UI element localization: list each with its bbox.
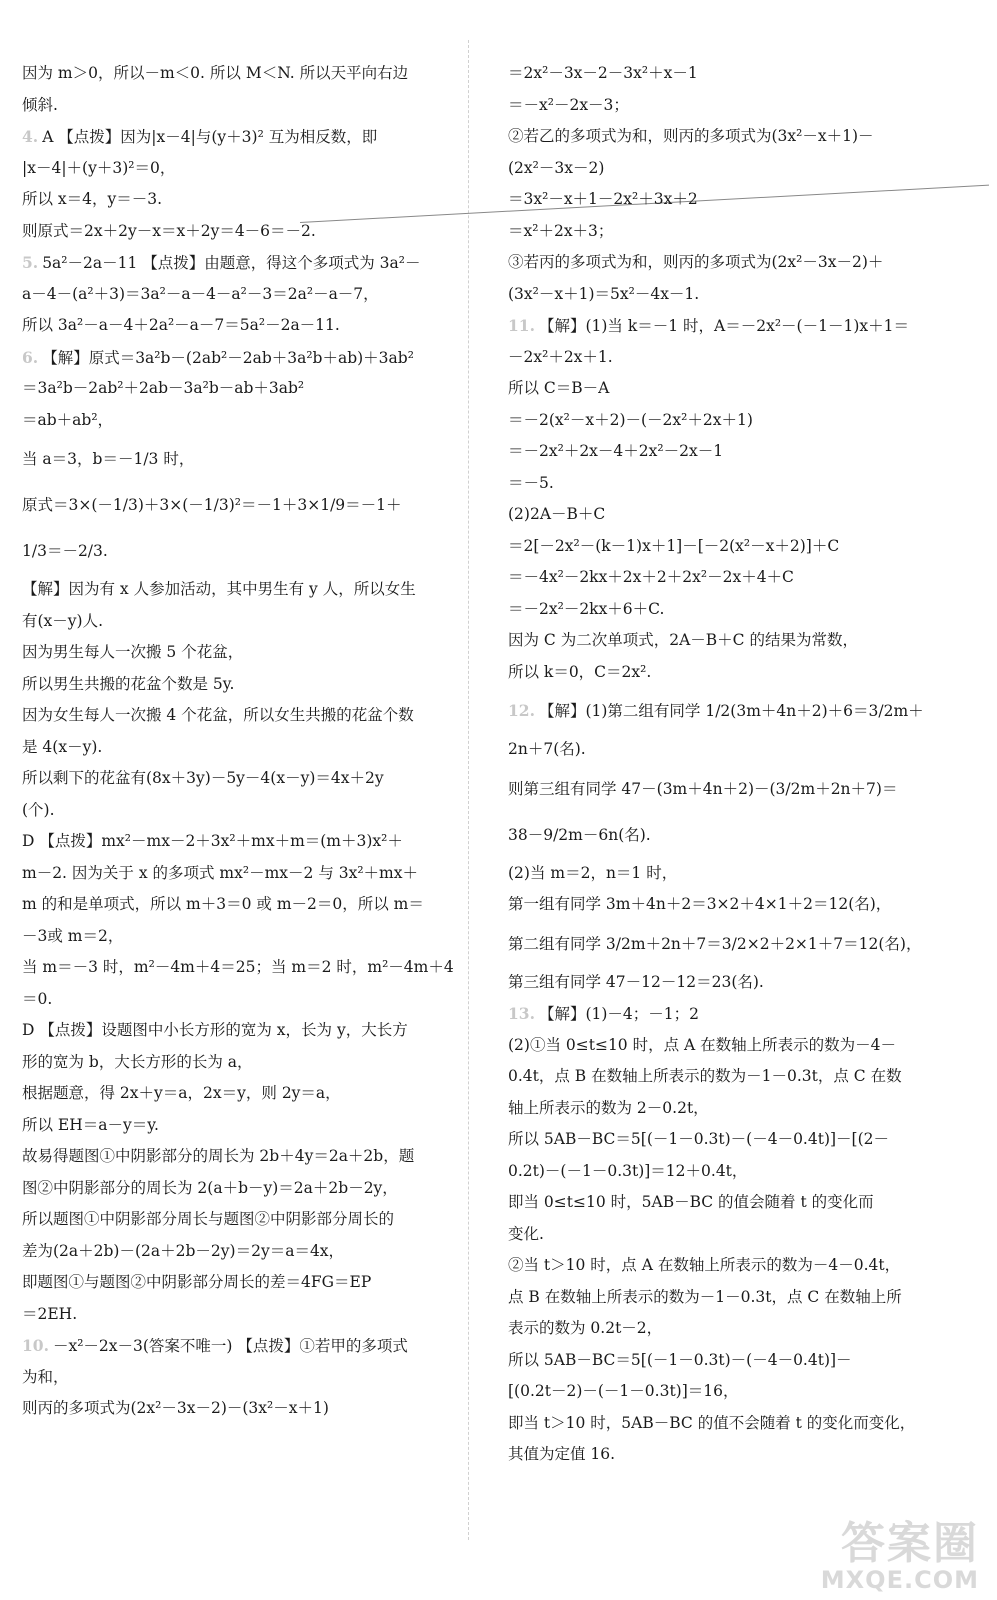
text-line (508, 1439, 968, 1471)
line-text: (2x²－3x－2) (508, 158, 605, 177)
line-text: 所以 x＝4，y＝－3. (22, 190, 163, 208)
text-line (508, 121, 968, 153)
text-line (22, 1110, 457, 1142)
line-text: 0.4t，点 B 在数轴上所表示的数为－1－0.3t，点 C 在数 (508, 1067, 902, 1085)
text-line (22, 121, 457, 153)
text-line (508, 531, 968, 563)
line-text: m 的和是单项式，所以 m＋3＝0 或 m－2＝0，所以 m＝ (22, 895, 424, 913)
text-line (22, 763, 457, 795)
line-text: D 【点拨】设题图中小长方形的宽为 x，长为 y，大长方 (22, 1021, 408, 1039)
text-line (508, 625, 968, 657)
text-line (22, 90, 457, 122)
line-text: [(0.2t－2)－(－1－0.3t)]＝16， (508, 1382, 739, 1400)
question-number: 6. (22, 347, 39, 367)
line-text: 0.2t)－(－1－0.3t)]＝12＋0.4t， (508, 1161, 748, 1180)
text-line (508, 1408, 968, 1440)
text-line (22, 1173, 457, 1205)
question-number: 5. (22, 253, 39, 272)
text-line (508, 247, 968, 279)
text-line (22, 826, 457, 858)
text-line (508, 889, 968, 921)
text-line (508, 216, 968, 248)
line-text: 则丙的多项式为(2x²－3x－2)－(3x²－x＋1) (22, 1399, 329, 1417)
text-line (22, 1362, 457, 1394)
line-text: 轴上所表示的数为 2－0.2t， (508, 1098, 709, 1117)
text-line (508, 1219, 968, 1251)
text-line (22, 795, 457, 827)
text-line (508, 310, 968, 342)
line-text: 因为男生每人一次搬 5 个花盆， (22, 643, 244, 661)
line-text: 所以 5AB－BC＝5[(－1－0.3t)－(－4－0.4t)]－[(2－ (508, 1130, 889, 1148)
line-text: 是 4(x－y). (22, 737, 103, 756)
line-text: 1/3＝－2/3. (22, 542, 108, 560)
text-line (22, 405, 457, 437)
text-line (22, 1393, 457, 1425)
line-text: A 【点拨】因为|x－4|与(y＋3)² 互为相反数，即 (42, 128, 378, 146)
line-text: ＝3x²－x＋1－2x²＋3x＋2 (508, 190, 698, 208)
text-line (508, 998, 968, 1030)
text-line (508, 499, 968, 531)
line-text: 当 m＝－3 时，m²－4m＋4＝25；当 m＝2 时，m²－4m＋4 (22, 958, 454, 976)
line-text: ＝2EH. (22, 1304, 78, 1323)
line-text: 即当 t＞10 时，5AB－BC 的值不会随着 t 的变化而变化， (508, 1413, 916, 1432)
line-text: 为和， (22, 1367, 69, 1386)
text-line (22, 528, 457, 574)
text-line (22, 1047, 457, 1079)
text-line (508, 734, 968, 766)
right-column (508, 58, 968, 1471)
text-line (22, 606, 457, 638)
text-line (508, 1313, 968, 1345)
line-text: 变化. (508, 1224, 544, 1243)
line-text: ③若丙的多项式为和，则丙的多项式为(2x²－3x－2)＋ (508, 253, 884, 271)
line-text: |x－4|＋(y＋3)²＝0， (22, 158, 176, 177)
text-line (508, 562, 968, 594)
line-text: 点 B 在数轴上所表示的数为－1－0.3t，点 C 在数轴上所 (508, 1287, 902, 1306)
line-text: (个). (22, 800, 55, 819)
line-text: 当 a＝3，b＝－1/3 时， (22, 450, 195, 468)
line-text: (2)当 m＝2，n＝1 时， (508, 863, 678, 882)
line-text: 【解】原式＝3a²b－(2ab²－2ab＋3a²b＋ab)＋3ab² (42, 348, 414, 367)
text-line (508, 468, 968, 500)
text-line (22, 858, 457, 890)
text-line (22, 732, 457, 764)
text-line (508, 1124, 968, 1156)
line-text: 第一组有同学 3m＋4n＋2＝3×2＋4×1＋2＝12(名)， (508, 895, 892, 913)
watermark-site: MXQE.COM (820, 1566, 979, 1594)
line-text: 形的宽为 b，大长方形的长为 a， (22, 1052, 253, 1071)
line-text: 38－9/2m－6n(名). (508, 825, 651, 844)
line-text: (3x²－x＋1)＝5x²－4x－1. (508, 284, 700, 303)
line-text: 原式＝3×(－1/3)＋3×(－1/3)²＝－1＋3×1/9＝－1＋ (22, 496, 402, 514)
line-text: 所以题图①中阴影部分周长与题图②中阴影部分周长的 (22, 1210, 395, 1228)
text-line (22, 574, 457, 606)
line-text: ＝2x²－3x－2－3x²＋x－1 (508, 64, 698, 82)
line-text: 其值为定值 16. (508, 1445, 616, 1463)
text-line (508, 812, 968, 858)
text-line (22, 637, 457, 669)
line-text: ＝－5. (508, 473, 554, 492)
text-line (22, 1330, 457, 1362)
line-text: ②若乙的多项式为和，则丙的多项式为(3x²－x＋1)－ (508, 127, 874, 145)
text-line (22, 1267, 457, 1299)
line-text: D 【点拨】mx²－mx－2＋3x²＋mx＋m＝(m＋3)x²＋ (22, 832, 403, 850)
line-text: 即当 0≤t≤10 时，5AB－BC 的值会随着 t 的变化而 (508, 1193, 874, 1211)
text-line (508, 766, 968, 812)
line-text: 【解】(1)当 k＝－1 时，A＝－2x²－(－1－1)x＋1＝ (538, 317, 909, 335)
text-line (508, 921, 968, 967)
text-line (508, 1345, 968, 1377)
text-line (22, 436, 457, 482)
text-line (22, 373, 457, 405)
text-line (22, 216, 457, 248)
text-line (508, 58, 968, 90)
line-text: －x²－2x－3(答案不唯一) 【点拨】①若甲的多项式 (52, 1337, 408, 1355)
line-text: ＝x²＋2x＋3； (508, 221, 614, 240)
question-number: 10. (22, 1336, 49, 1355)
line-text: 因为女生每人一次搬 4 个花盆，所以女生共搬的花盆个数 (22, 706, 414, 724)
text-line (22, 342, 457, 374)
line-text: －2x²＋2x＋1. (508, 347, 613, 366)
line-text: 2n＋7(名). (508, 740, 586, 758)
text-line (508, 967, 968, 999)
line-text: 所以男生共搬的花盆个数是 5y. (22, 674, 235, 693)
line-text: 图②中阴影部分的周长为 2(a＋b－y)＝2a＋2b－2y， (22, 1178, 398, 1197)
line-text: 所以 k＝0，C＝2x². (508, 662, 652, 681)
line-text: m－2. 因为关于 x 的多项式 mx²－mx－2 与 3x²＋mx＋ (22, 863, 419, 882)
text-line (22, 669, 457, 701)
text-line (22, 153, 457, 185)
line-text: ＝－4x²－2kx＋2x＋2＋2x²－2x＋4＋C (508, 568, 794, 586)
line-text: 差为(2a＋2b)－(2a＋2b－2y)＝2y＝a＝4x， (22, 1241, 345, 1260)
text-line (508, 1250, 968, 1282)
line-text: 第二组有同学 3/2m＋2n＋7＝3/2×2＋2×1＋7＝12(名)， (508, 934, 922, 953)
text-line (508, 436, 968, 468)
text-line (508, 1282, 968, 1314)
line-text: ②当 t＞10 时，点 A 在数轴上所表示的数为－4－0.4t， (508, 1256, 901, 1274)
text-line (22, 310, 457, 342)
line-text: a－4－(a²＋3)＝3a²－a－4－a²－3＝2a²－a－7， (22, 284, 379, 303)
line-text: 5a²－2a－11 【点拨】由题意，得这个多项式为 3a²－ (42, 254, 421, 272)
line-text: 故易得题图①中阴影部分的周长为 2b＋4y＝2a＋2b，题 (22, 1147, 415, 1165)
line-text: ＝2[－2x²－(k－1)x＋1]－[－2(x²－x＋2)]＋C (508, 536, 840, 555)
text-line (508, 688, 968, 734)
line-text: ＝－2x²＋2x－4＋2x²－2x－1 (508, 442, 724, 460)
line-text: 因为 m＞0，所以－m＜0. 所以 M＜N. 所以天平向右边 (22, 64, 409, 82)
line-text: 【解】因为有 x 人参加活动，其中男生有 y 人，所以女生 (22, 580, 416, 598)
text-line (22, 1236, 457, 1268)
text-line (508, 657, 968, 689)
text-line (22, 58, 457, 90)
line-text: 所以 C＝B－A (508, 379, 610, 397)
text-line (508, 342, 968, 374)
text-line (508, 594, 968, 626)
text-line (22, 889, 457, 921)
line-text: 【解】(1)第二组有同学 1/2(3m＋4n＋2)＋6＝3/2m＋ (538, 702, 924, 720)
text-line (508, 1093, 968, 1125)
line-text: ＝－x²－2x－3； (508, 95, 629, 114)
line-text: ＝－2(x²－x＋2)－(－2x²＋2x＋1) (508, 410, 753, 429)
line-text: 【解】(1)－4；－1；2 (538, 1005, 700, 1023)
line-text: ＝－2x²－2kx＋6＋C. (508, 599, 665, 618)
text-line (22, 1204, 457, 1236)
line-text: 则原式＝2x＋2y－x＝x＋2y＝4－6＝－2. (22, 221, 316, 240)
text-line (508, 1187, 968, 1219)
text-line (508, 1061, 968, 1093)
text-line (508, 1376, 968, 1408)
text-line (508, 373, 968, 405)
line-text: ＝ab＋ab²， (22, 410, 114, 429)
text-line (22, 482, 457, 528)
text-line (508, 1030, 968, 1062)
question-number: 12. (508, 701, 535, 720)
text-line (22, 1015, 457, 1047)
text-line (22, 279, 457, 311)
text-line (22, 247, 457, 279)
text-line (22, 1299, 457, 1331)
line-text: 表示的数为 0.2t－2， (508, 1319, 663, 1337)
line-text: 所以 3a²－a－4＋2a²－a－7＝5a²－2a－11. (22, 316, 340, 334)
column-divider (468, 40, 469, 1540)
line-text: 倾斜. (22, 95, 58, 114)
question-number: 4. (22, 127, 39, 146)
watermark-logo: 答案圈 (841, 1518, 979, 1569)
text-line (22, 952, 457, 984)
line-text: 根据题意，得 2x＋y＝a，2x＝y，则 2y＝a， (22, 1084, 341, 1102)
line-text: 第三组有同学 47－12－12＝23(名). (508, 972, 764, 991)
text-line (22, 184, 457, 216)
line-text: 所以 EH＝a－y＝y. (22, 1115, 159, 1134)
line-text: (2)①当 0≤t≤10 时，点 A 在数轴上所表示的数为－4－ (508, 1035, 897, 1054)
question-number: 11. (508, 316, 535, 335)
text-line (508, 1156, 968, 1188)
text-line (22, 984, 457, 1016)
text-line (22, 700, 457, 732)
question-number: 13. (508, 1004, 535, 1023)
line-text: ＝3a²b－2ab²＋2ab－3a²b－ab＋3ab² (22, 379, 305, 397)
line-text: 所以剩下的花盆有(8x＋3y)－5y－4(x－y)＝4x＋2y (22, 769, 384, 787)
text-line (508, 279, 968, 311)
line-text: (2)2A－B＋C (508, 505, 606, 523)
text-line (22, 1078, 457, 1110)
line-text: 有(x－y)人. (22, 611, 104, 630)
line-text: －3或 m＝2， (22, 926, 124, 945)
text-line (508, 184, 968, 216)
line-text: 因为 C 为二次单项式，2A－B＋C 的结果为常数， (508, 631, 858, 649)
line-text: 所以 5AB－BC＝5[(－1－0.3t)－(－4－0.4t)]－ (508, 1350, 852, 1369)
text-line (508, 90, 968, 122)
left-column (22, 58, 457, 1425)
text-line (22, 921, 457, 953)
line-text: ＝0. (22, 989, 53, 1008)
line-text: 即题图①与题图②中阴影部分周长的差＝4FG＝EP (22, 1273, 372, 1291)
line-text: 则第三组有同学 47－(3m＋4n＋2)－(3/2m＋2n＋7)＝ (508, 779, 898, 798)
text-line (508, 858, 968, 890)
watermark (820, 1518, 979, 1594)
text-line (508, 153, 968, 185)
text-line (22, 1141, 457, 1173)
text-line (508, 405, 968, 437)
